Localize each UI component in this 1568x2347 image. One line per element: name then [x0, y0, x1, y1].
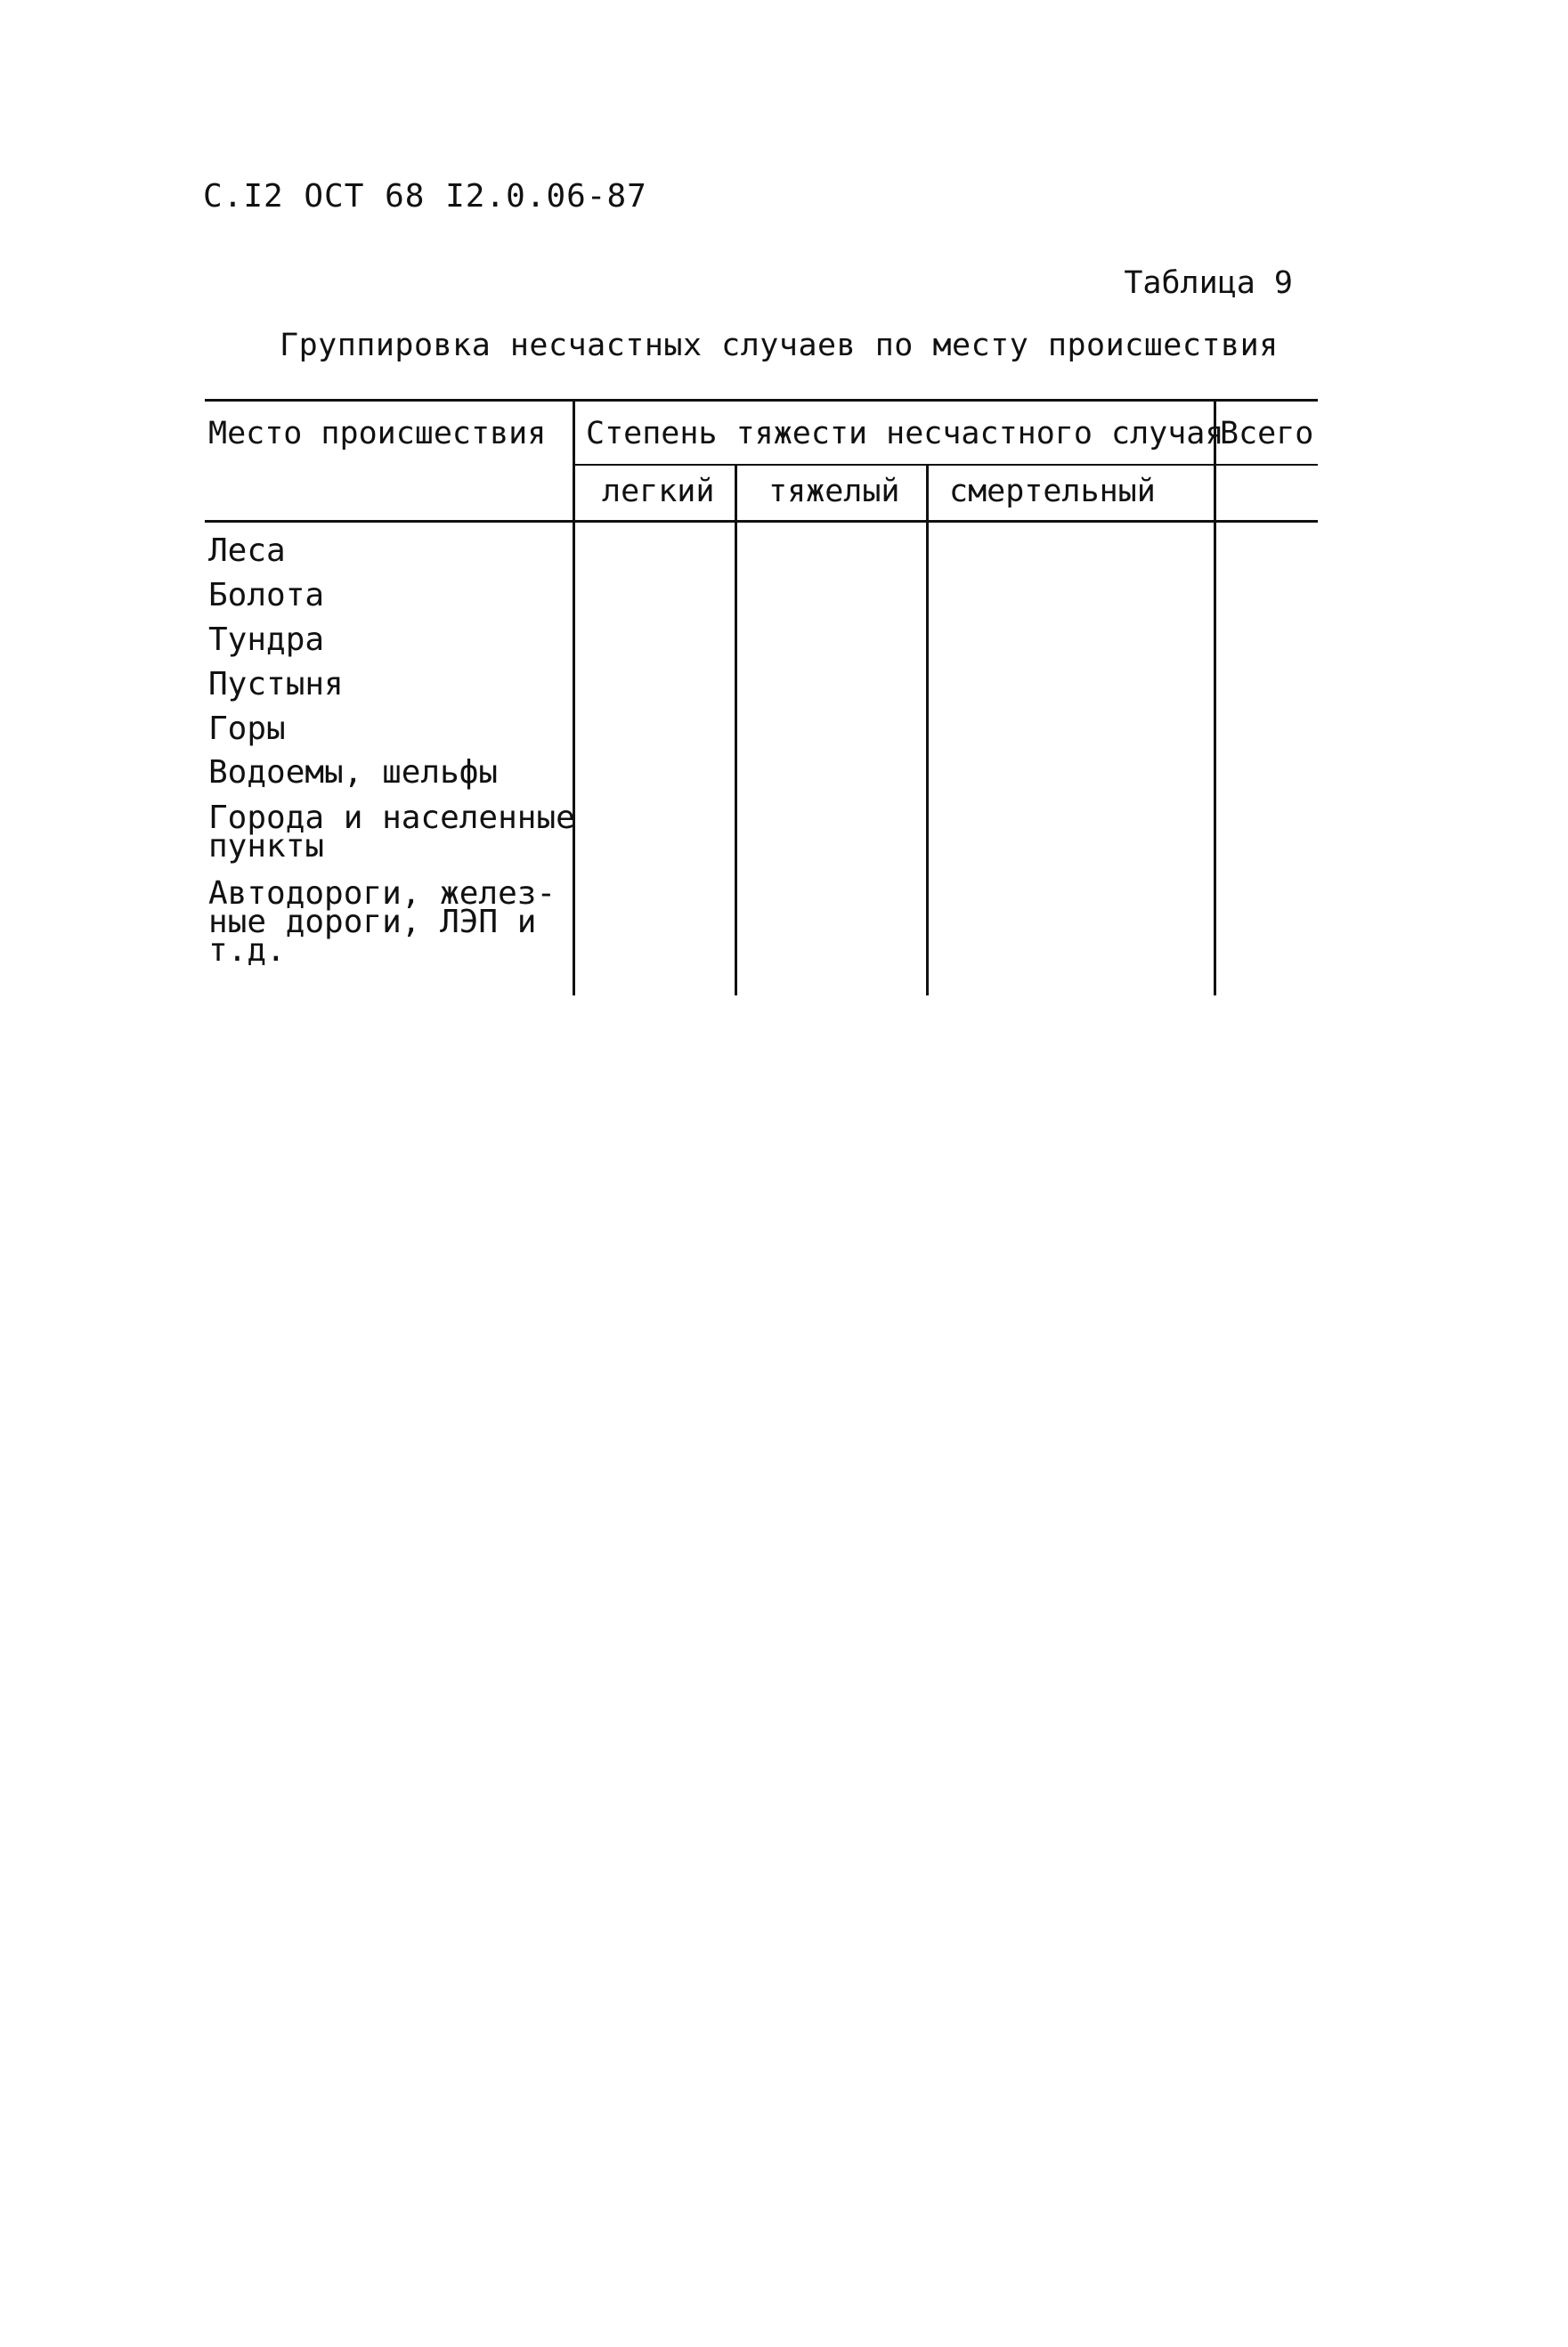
- col-divider-place: [573, 399, 575, 995]
- header-bottom-rule: [205, 520, 1318, 523]
- row-label-swamps: Болота: [208, 577, 325, 613]
- table-number: Таблица 9: [1124, 265, 1293, 301]
- subheader-light: легкий: [602, 474, 715, 509]
- col-divider-fatal: [1214, 399, 1216, 995]
- row-label-forests: Леса: [208, 532, 286, 569]
- subheader-heavy: тяжелый: [768, 474, 900, 509]
- row-label-desert: Пустыня: [208, 666, 344, 702]
- table-top-rule: [205, 399, 1318, 402]
- row-label-mountains: Горы: [208, 711, 286, 747]
- col-divider-heavy: [926, 464, 929, 995]
- subheader-rule: [574, 464, 1318, 466]
- table-title: Группировка несчастных случаев по месту происшествия: [280, 328, 1279, 363]
- header-severity: Степень тяжести несчастного случая: [586, 416, 1224, 451]
- severity-table: [205, 399, 1318, 1004]
- row-label-roads: Автодороги, желез- ные дороги, ЛЭП и т.д.: [208, 875, 557, 969]
- page-header: С.I2 ОСТ 68 I2.0.06-87: [203, 178, 647, 215]
- row-label-water-bodies: Водоемы, шельфы: [208, 754, 499, 791]
- header-place: Место происшествия: [208, 416, 547, 451]
- col-divider-light: [735, 464, 737, 995]
- header-total: Всего: [1220, 416, 1314, 451]
- subheader-fatal: смертельный: [949, 474, 1156, 509]
- row-label-tundra: Тундра: [208, 621, 325, 658]
- row-label-cities: Города и населенные пункты: [208, 800, 575, 865]
